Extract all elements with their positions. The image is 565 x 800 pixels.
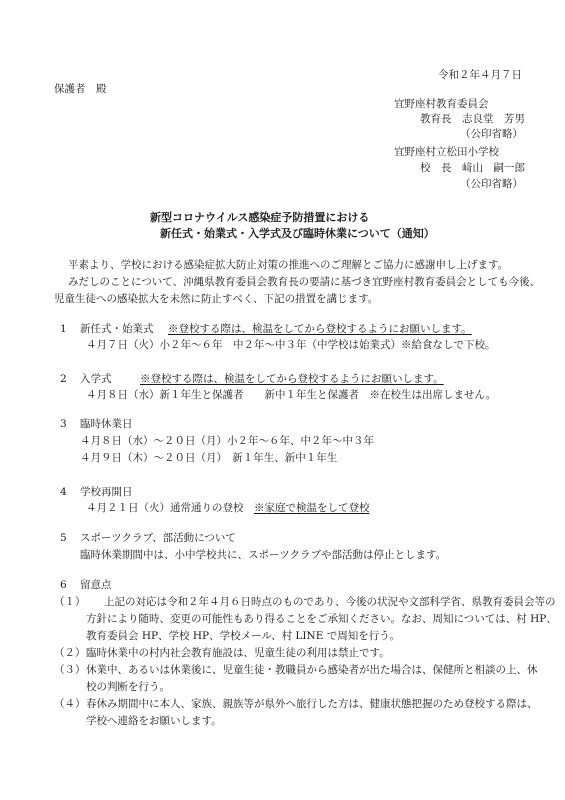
- point-line: 校の判断を行う。: [86, 681, 170, 693]
- document-date: 令和２年４月７日: [438, 69, 522, 81]
- item-note: ※家庭で検温をして登校: [254, 502, 370, 514]
- point-line: 学校へ連絡をお願いします。: [86, 715, 222, 727]
- item-detail: ４月８日（水）～２０日（月）小２年～６年、中２年～中３年: [80, 435, 374, 447]
- point-line: 春休み期間中に本人、家族、親族等が県外へ旅行した方は、健康状態把握のため登校する際は、: [86, 698, 538, 710]
- point-line: 上記の対応は令和２年４月６日時点のものであり、今後の状況や文部科学省、県教育委員会等の: [104, 596, 556, 608]
- point-line: 臨時休業中の村内社会教育施設は、児童生徒の利用は禁止です。: [86, 647, 390, 659]
- sender-principal: 校 長 﨑山 嗣一郎: [420, 162, 525, 174]
- item-detail: ４月７日（火）小２年～６年 中２年～中３年（中学校は始業式）※給食なしで下校。: [86, 339, 496, 351]
- item-number: 2: [60, 373, 67, 385]
- point-mark: （３）: [54, 664, 86, 676]
- item-note: ※登校する際は、検温をしてから登校するようにお願いします。: [168, 323, 472, 335]
- intro-line: 平素より、学校における感染症拡大防止対策の推進へのご理解とご協力に感謝申し上げます。: [68, 259, 509, 271]
- seal-omitted-note: （公印省略）: [460, 128, 523, 140]
- item-note: ※登校する際は、検温をしてから登校するようにお願いします。: [140, 373, 444, 385]
- point-mark: （４）: [54, 698, 86, 710]
- item-detail: ４月８日（水）新１年生と保護者 新中１年生と保護者 ※在校生は出席しません。: [86, 389, 497, 401]
- document-title-line1: 新型コロナウイルス感染症予防措置における: [150, 211, 370, 224]
- item-number: 3: [60, 418, 67, 430]
- item-number: 1: [60, 323, 67, 335]
- seal-omitted-note: （公印省略）: [460, 178, 523, 190]
- addressee: 保護者 殿: [54, 83, 107, 95]
- item-number: 5: [60, 532, 67, 544]
- item-heading: 学校再開日: [80, 486, 133, 498]
- item-number: 6: [60, 579, 67, 591]
- point-line: 休業中、あるいは休業後に、児童生徒・教職員から感染者が出た場合は、保健所と相談の上、休: [86, 664, 538, 676]
- item-heading: スポーツクラブ、部活動について: [80, 532, 236, 544]
- point-line: 方針により随時、変更の可能性もあり得ることをご承知ください。なお、周知については、村 HP、: [86, 613, 557, 625]
- intro-line: 児童生徒への感染拡大を未然に防止すべく、下記の措置を講じます。: [54, 293, 379, 305]
- item-detail: ４月９日（木）～２０日（月） 新１年生、新中１年生: [80, 452, 338, 464]
- item-number: 4: [60, 486, 67, 498]
- item-heading: 入学式: [80, 373, 112, 385]
- sender-superintendent: 教育長 志良堂 芳男: [420, 113, 525, 125]
- document-title-line2: 新任式・始業式・入学式及び臨時休業について（通知）: [160, 227, 435, 240]
- item-detail: [86, 503, 370, 514]
- point-line: 教育委員会 HP、学校 HP、学校メール、村 LINE で周知を行う。: [86, 630, 401, 642]
- point-mark: （１）: [54, 596, 86, 608]
- sender-org-board: 宜野座村教育委員会: [394, 98, 489, 110]
- point-mark: （２）: [54, 647, 86, 659]
- item-heading: 留意点: [80, 579, 112, 591]
- item-heading: 臨時休業日: [80, 418, 133, 430]
- item-heading: 新任式・始業式: [80, 323, 154, 335]
- item-detail-text: ４月２１日（火）通常通りの登校: [86, 502, 254, 514]
- sender-org-school: 宜野座村立松田小学校: [394, 146, 499, 158]
- item-detail: 臨時休業期間中は、小中学校共に、スポーツクラブや部活動は停止とします。: [80, 549, 447, 561]
- intro-line: みだしのことについて、沖縄県教育委員会教育長の要請に基づき宜野座村教育委員会としても今後、: [68, 276, 541, 288]
